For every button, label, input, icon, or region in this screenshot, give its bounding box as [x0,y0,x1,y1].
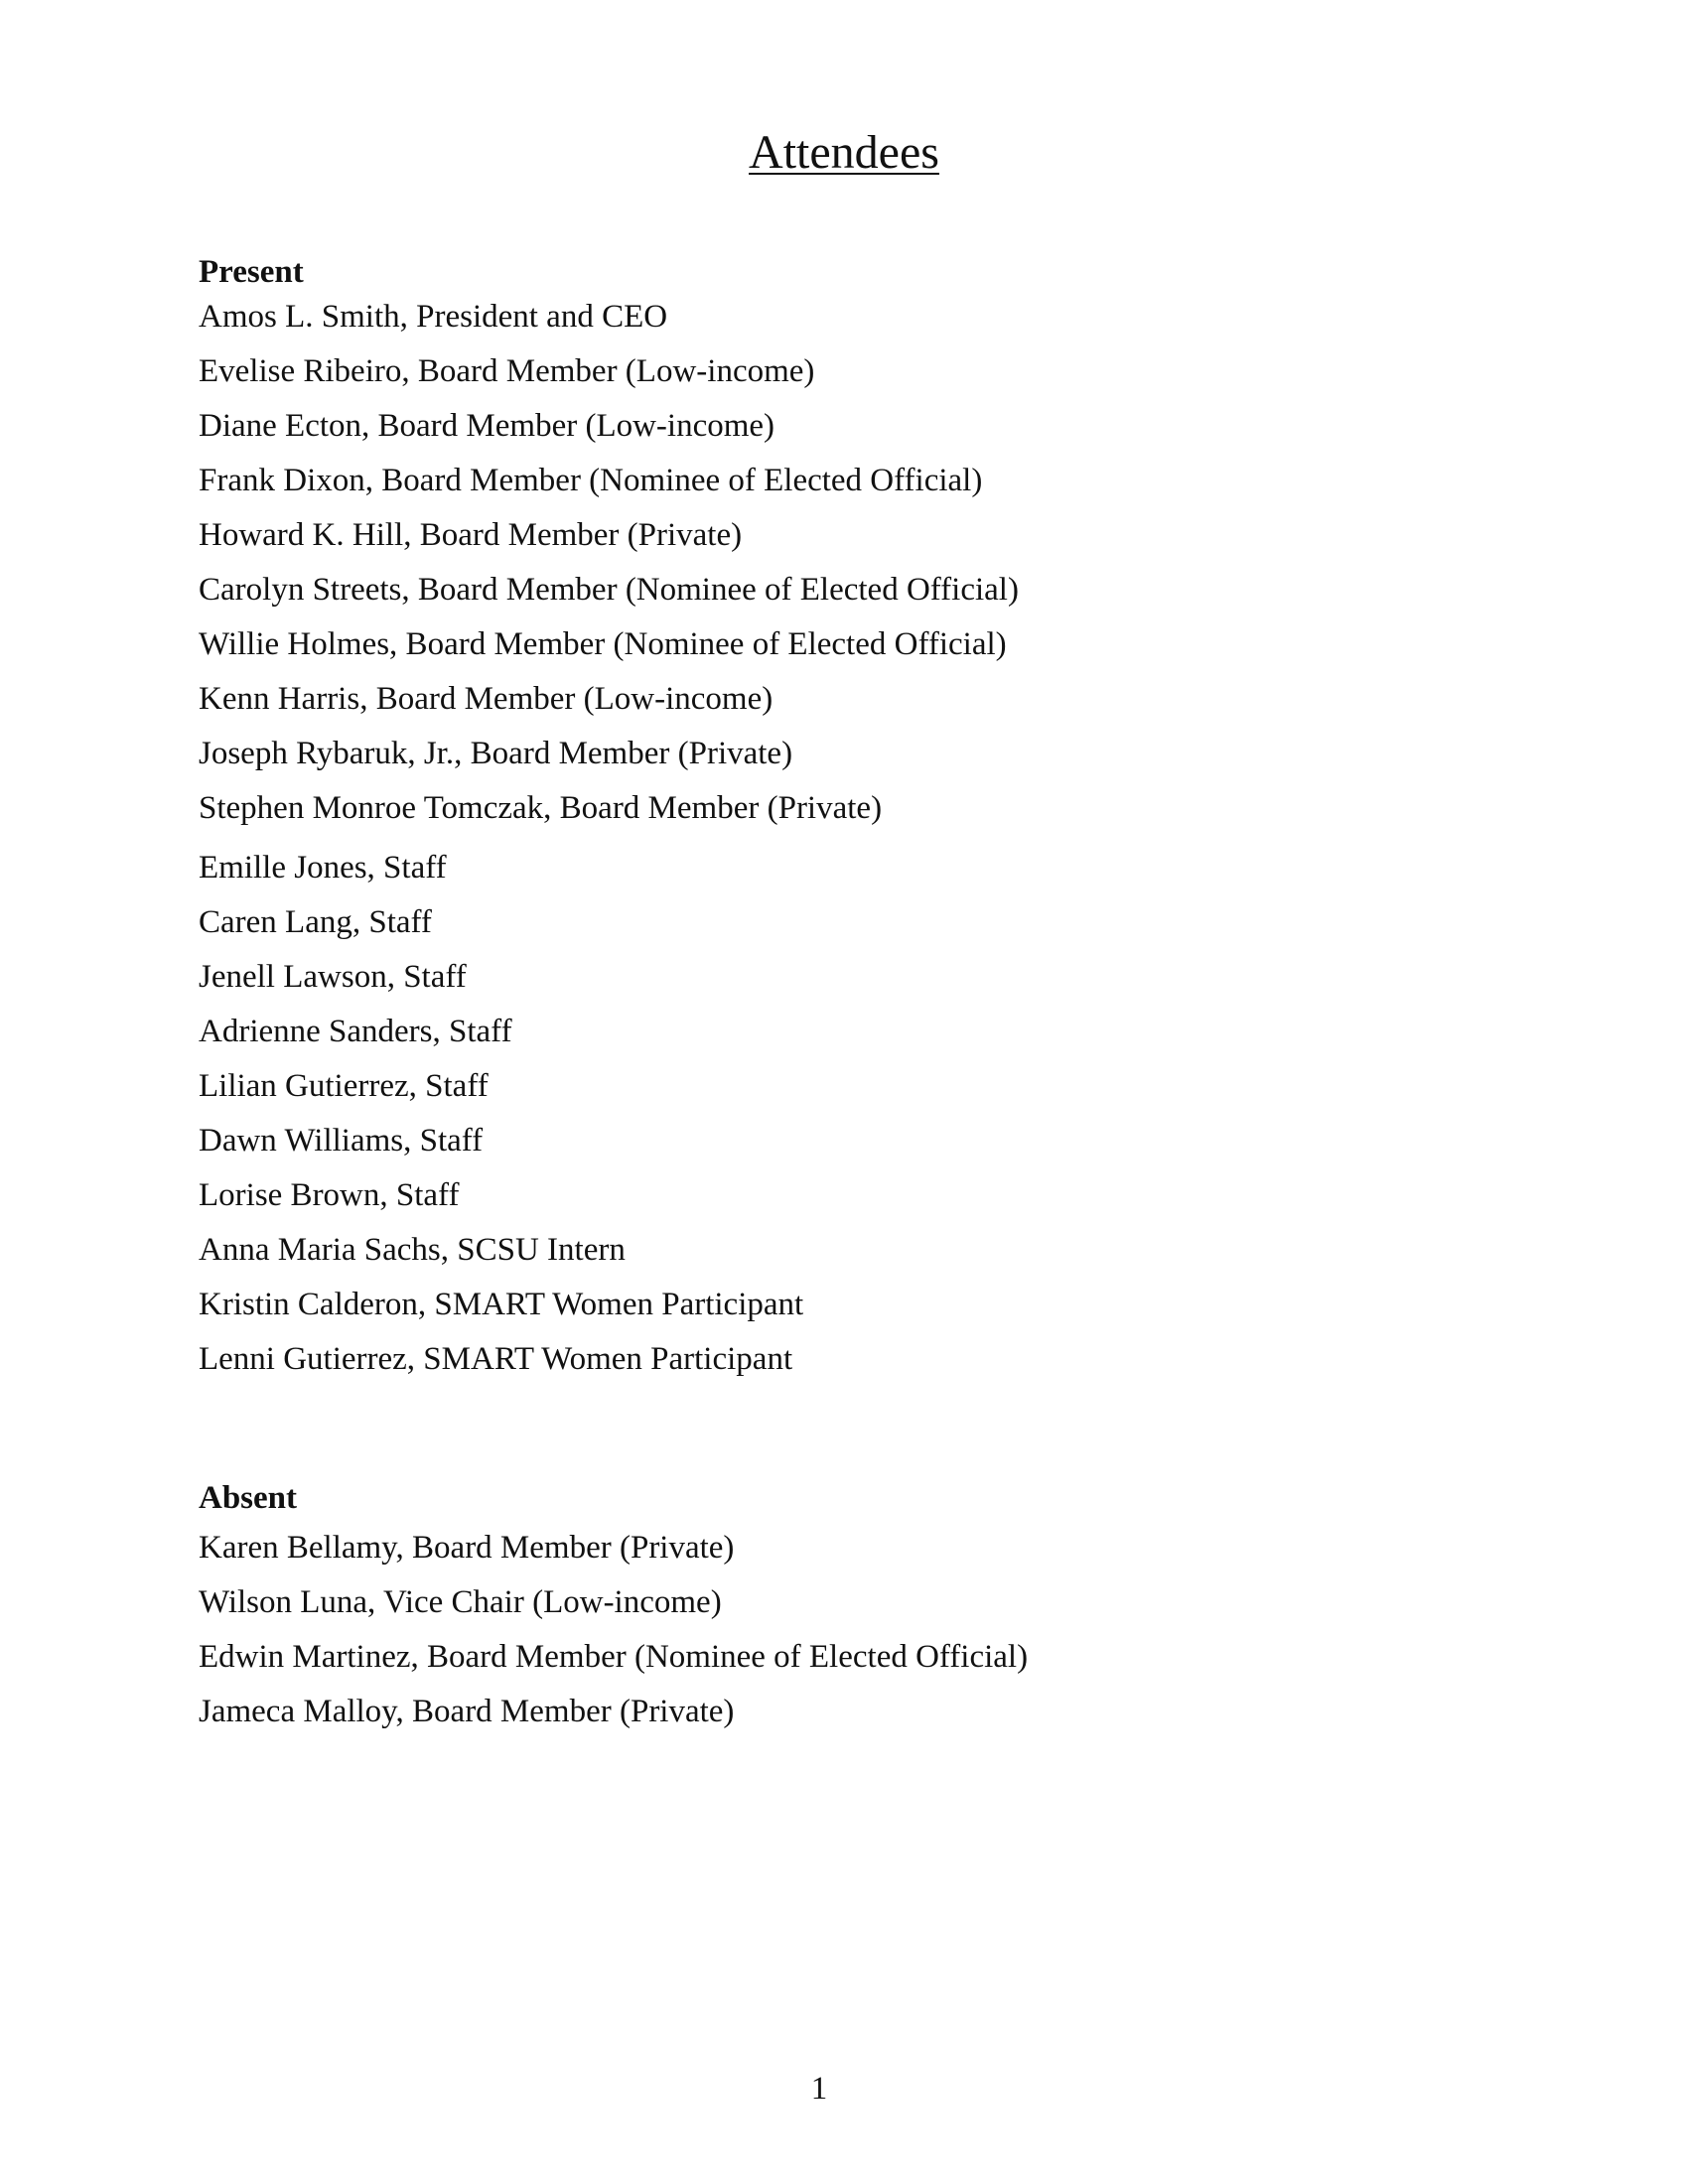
attendee-item: Wilson Luna, Vice Chair (Low-income) [199,1584,722,1620]
absent-heading: Absent [199,1480,298,1516]
attendee-item: Jenell Lawson, Staff [199,959,467,995]
attendee-item: Kenn Harris, Board Member (Low-income) [199,681,774,717]
page-number: 1 [810,2071,828,2107]
attendee-item: Karen Bellamy, Board Member (Private) [199,1530,735,1566]
attendee-item: Willie Holmes, Board Member (Nominee of Elected Official) [199,626,1007,662]
attendee-item: Dawn Williams, Staff [199,1123,484,1159]
attendee-item: Lilian Gutierrez, Staff [199,1068,489,1104]
attendee-item: Emille Jones, Staff [199,850,447,886]
attendee-item: Jameca Malloy, Board Member (Private) [199,1694,735,1729]
attendee-item: Diane Ecton, Board Member (Low-income) [199,408,775,444]
page-title: Attendees [749,126,939,179]
attendee-item: Lorise Brown, Staff [199,1177,460,1213]
attendee-item: Carolyn Streets, Board Member (Nominee of Elected Official) [199,572,1019,608]
present-section [199,253,1489,1387]
present-list [199,290,1489,1387]
attendee-item: Howard K. Hill, Board Member (Private) [199,517,743,553]
attendee-item: Amos L. Smith, President and CEO [199,299,668,335]
attendee-item: Lenni Gutierrez, SMART Women Participant [199,1341,793,1377]
attendee-item: Joseph Rybaruk, Jr., Board Member (Private) [199,736,793,771]
attendee-item: Edwin Martinez, Board Member (Nominee of Elected Official) [199,1639,1029,1675]
absent-section [199,1479,1489,1739]
present-heading: Present [199,254,304,290]
attendee-item: Stephen Monroe Tomczak, Board Member (Private) [199,790,883,826]
attendee-item: Frank Dixon, Board Member (Nominee of Elected Official) [199,463,983,498]
attendee-item: Caren Lang, Staff [199,904,432,940]
attendee-item: Kristin Calderon, SMART Women Participant [199,1287,804,1322]
absent-list [199,1521,1489,1739]
attendee-item: Adrienne Sanders, Staff [199,1014,512,1049]
attendee-item: Anna Maria Sachs, SCSU Intern [199,1232,626,1268]
attendee-item: Evelise Ribeiro, Board Member (Low-income) [199,353,815,389]
